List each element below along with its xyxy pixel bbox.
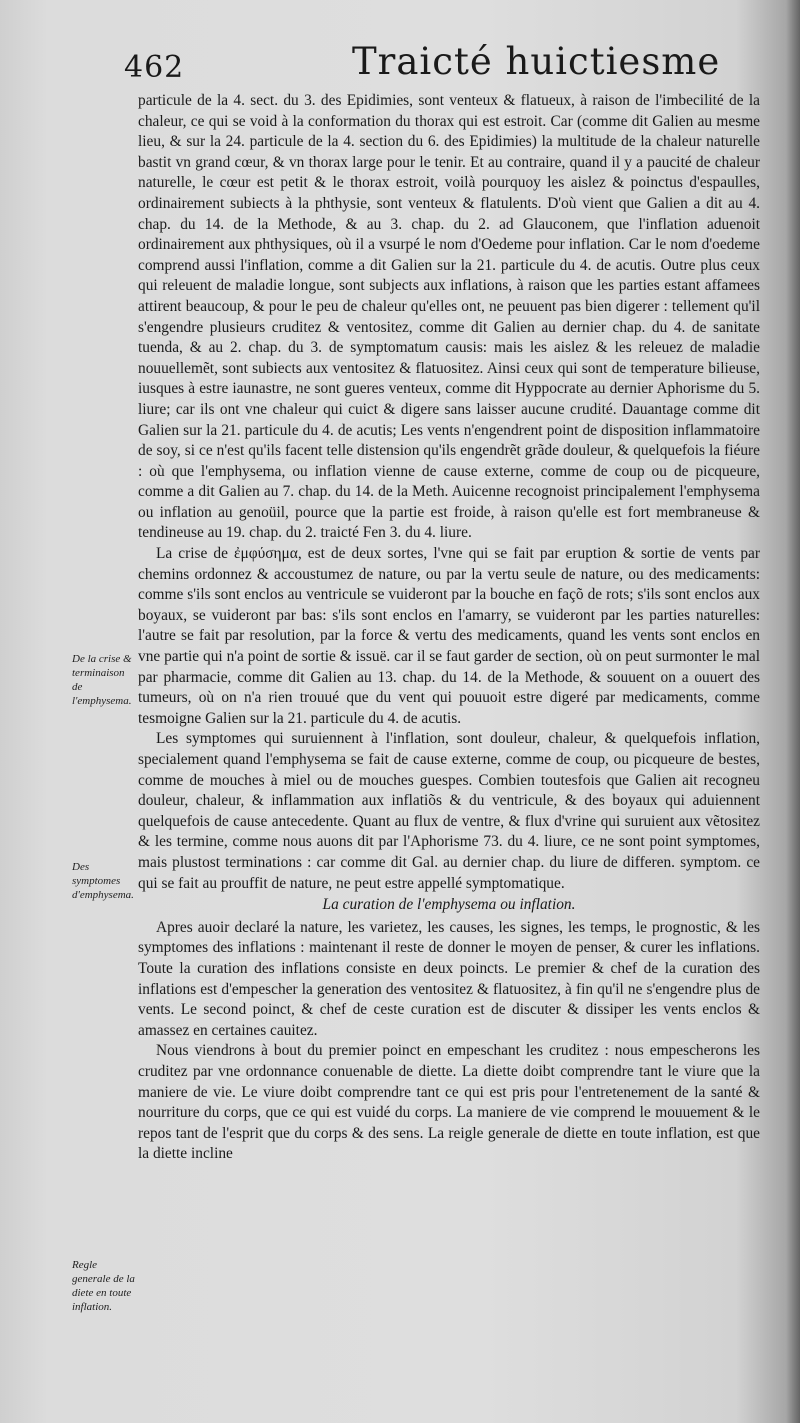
paragraph-causes: particule de la 4. sect. du 3. des Epidimies, sont venteux & flatueux, à raison de l'imbecilité de la chaleur, ce qui se void à la conformation du thorax qui est estroit. Car (comme dit Galien au mesme lieu, & sur la 24. particule de la 4. section du 6. des Epidimies) la multitude de la chaleur naturelle bastit vn grand cœur, & vn thorax large pour le tenir. Et au contraire, quand il y a paucité de chaleur naturelle, le cœur est petit & le thorax estroit, voilà pourquoy les aislez & poinctus d'espaulles, ordinairement subiects à la phthysie, sont venteux & flatulents. D'où vient que Galien a dit au 4. chap. du 14. de la Methode, & au 3. chap. du 2. ad Glauconem, que l'inflation aduenoit ordinairement aux phthysiques, où il a vsurpé le nom d'Oedeme pour inflation. Car le nom d'oedeme comprend aussi l'inflation, comme a dit Galien sur la 21. particule du 4. de acutis. Outre plus ceux qui releuent de maladie longue, sont subjects aux inflations, à raison que les parties estant affamees attirent beaucoup, & pour le peu de chaleur qu'elles ont, ne peuuent pas bien digerer : tellement qu'il s'engendre plusieurs cruditez & ventositez, comme dit Galien au dernier chap. du 4. de sanitate tuenda, & au 2. chap. du 3. de symptomatum causis: mais les aislez & les releuez de maladie nouuellemẽt, sont subiects aux ventositez & flatuositez. Ainsi ceux qui sont de temperature bilieuse, iusques à estre iaunastre, ne sont gueres venteux, comme dit Hyppocrate au dernier Aphorisme du 5. liure; car ils ont vne chaleur qui cuict & digere sans laisser aucune crudité. Dauantage comme dit Galien sur la 21. particule du 4. de acutis; Les vents n'engendrent point de disposition inflammatoire de soy, si ce n'est qu'ils facent telle distension qu'ils engendrẽt grãde douleur, & quelquefois la fiéure : où que l'emphysema, ou inflation vienne de cause externe, comme de coup ou de picqueure, comme a dit Galien au 7. chap. du 14. de la Meth. Auicenne recognoist principalement l'emphysema ou inflation au genoüil, pource que la partie est froide, à raison qu'elle est fort membraneuse & tendineuse au 19. chap. du 2. traicté Fen 3. du 4. liure. — [138, 92, 760, 542]
margin-note-crise: De la crise & terminaison de l'emphysema. — [72, 653, 132, 707]
margin-note-regle-diete: Regle generale de la diete en toute inflation. — [72, 1259, 135, 1313]
paragraph-curation: Apres auoir declaré la nature, les varietez, les causes, les signes, les temps, le prognostic, & les symptomes des inflations : maintenant il reste de donner le moyen de penser, & curer les inflations. Toute la curation des inflations consiste en deux poincts. Le premier & chef de la curation des inflations est d'empescher la generation des ventositez & flatuositez, à fin qu'il ne s'engendre plus de vents. Le second poinct, & chef de ceste curation est de discuter & dissiper les vents enclos & amassez en certaines cauitez. — [138, 918, 760, 1039]
page-edge-shadow — [786, 0, 800, 1423]
paragraph-symptomes: Les symptomes qui suruiennent à l'inflation, sont douleur, chaleur, & quelquefois inflation, specialement quand l'emphysema se fait de cause externe, comme de coup, ou picqueure de bestes, comme de mouches à miel ou de mouches guespes. Combien toutesfois que Galien ait recogneu douleur, chaleur, & inflammation aux inflatiõs & du ventricule, & des boyaux qui aduiennent quelquefois de cause antecedente. Quant au flux de ventre, & flux d'vrine qui suruient aux vẽtositez & les termine, comme nous auons dit par l'Aphorisme 73. du 4. liure, ce ne sont point symptomes, mais plustost terminations : car comme dit Gal. au dernier chap. du liure de differen. symptom. ce qui se fait au prouffit de nature, ne peut estre appellé symptomatique. — [138, 730, 760, 892]
section-subtitle: La curation de l'emphysema ou inflation. — [322, 896, 576, 914]
running-title: Traicté huictiesme — [352, 40, 721, 83]
page-number: 462 — [124, 50, 185, 85]
page-header — [0, 38, 800, 85]
margin-note-symptomes: Des symptomes d'emphysema. — [72, 861, 134, 901]
main-text — [138, 91, 760, 1165]
paragraph-crise: La crise de ἐμφύσημα, est de deux sortes, l'vne qui se fait par eruption & sortie de vents par chemins ordonnez & accoustumez de nature, ou par la vertu seule de nature, ou des medicaments: comme s'ils sont enclos au ventricule se vuideront par la bouche en façõ de rots; s'ils sont enclos aux boyaux, se vuideront par bas: s'ils sont enclos en l'amarry, se vuideront par les parties naturelles: l'autre se fait par resolution, par la force & vertu des medicaments, quand les vents sont enclos en vne partie qui n'a point de sortie & issuë. car il se faut garder de section, où on peut surmonter le mal par pharmacie, comme dit Galien au 13. chap. du 14. de la Methode, & souuent on a ouuert des tumeurs, où on n'a rien trouué que du vent qui pouuoit estre digeré par medicaments, comme tesmoigne Galien sur la 21. particule du 4. de acutis. — [138, 545, 760, 727]
paragraph-diette: Nous viendrons à bout du premier poinct en empeschant les cruditez : nous empescherons les cruditez par vne ordonnance conuenable de diette. La diette doibt comprendre tant le viure que la maniere de vie. Le viure doibt comprendre tant ce qui est pris pour l'entretenement de la santé & nourriture du corps, que ce qui est vuidé du corps. La maniere de vie comprend le mouuement & le repos tant de l'esprit que du corps & des sens. La reigle generale de diette en toute inflation, est que la diette incline — [138, 1042, 760, 1163]
